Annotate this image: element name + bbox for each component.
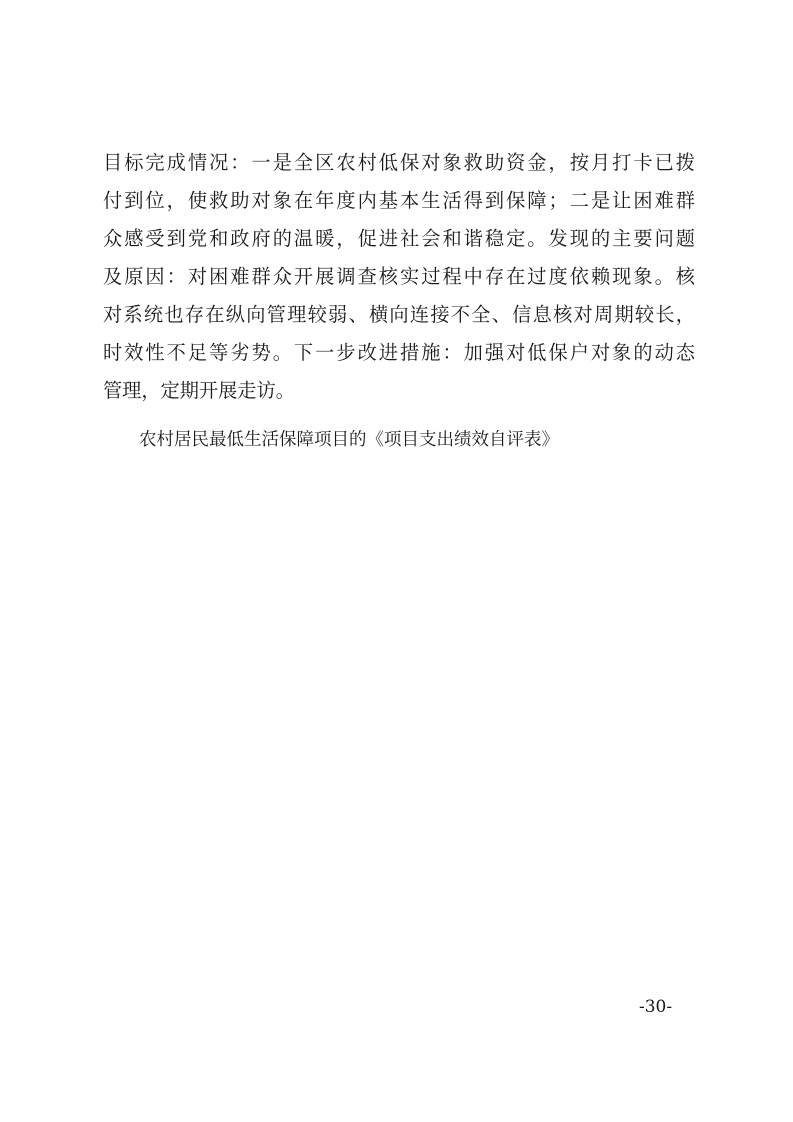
body-line: 对系统也存在纵向管理较弱、横向连接不全、信息核对周期较长， [103,303,695,326]
body-line: 时效性不足等劣势。下一步改进措施：加强对低保户对象的动态 [103,341,695,364]
page-number: -30- [639,997,673,1017]
body-line: 及原因：对困难群众开展调查核实过程中存在过度依赖现象。核 [103,265,695,288]
body-line: 付到位，使救助对象在年度内基本生活得到保障；二是让困难群 [103,189,695,212]
body-line: 目标完成情况：一是全区农村低保对象救助资金，按月打卡已拨 [103,151,695,174]
body-line: 管理，定期开展走访。 [103,379,295,402]
body-line: 众感受到党和政府的温暖，促进社会和谐稳定。发现的主要问题 [103,227,695,250]
attachment-caption: 农村居民最低生活保障项目的《项目支出绩效自评表》 [139,430,559,450]
body-paragraph [103,144,695,410]
